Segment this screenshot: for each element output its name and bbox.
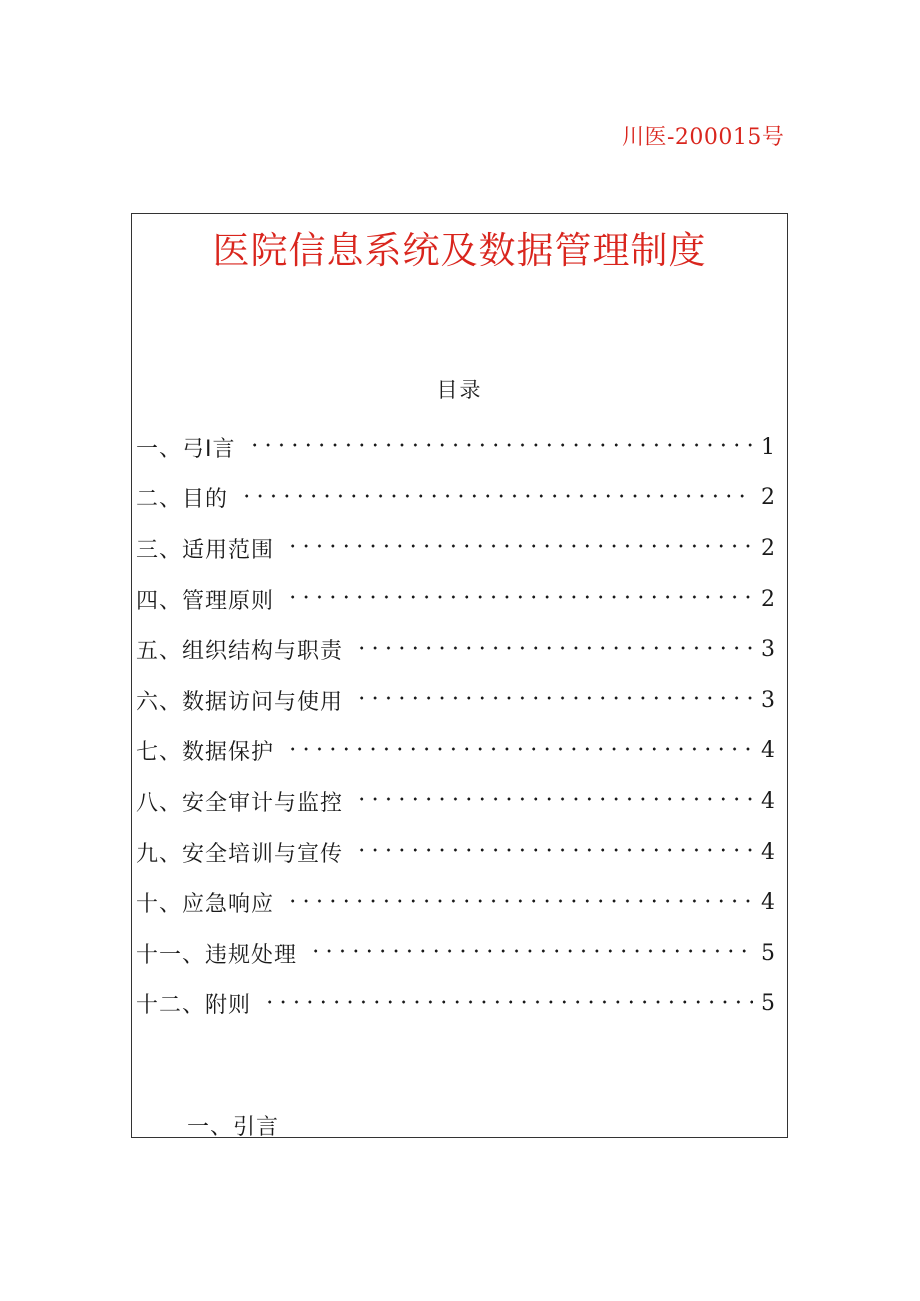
toc-item-page-number: 5 bbox=[761, 940, 775, 966]
toc-dot-leader bbox=[355, 791, 753, 811]
toc-item-page-number: 2 bbox=[761, 485, 775, 511]
toc-dot-leader bbox=[355, 690, 753, 710]
document-title: 医院信息系统及数据管理制度 bbox=[212, 229, 707, 272]
toc-item-label: 三、适用范围 bbox=[136, 537, 275, 563]
toc-item[interactable] bbox=[136, 776, 775, 827]
toc-dot-leader bbox=[286, 741, 753, 761]
toc-dot-leader bbox=[248, 437, 754, 457]
toc-dot-leader bbox=[240, 488, 753, 508]
toc-item-page-number: 2 bbox=[761, 586, 775, 612]
toc-dot-leader bbox=[286, 893, 753, 913]
toc-item-label: 四、管理原则 bbox=[136, 588, 275, 614]
toc-dot-leader bbox=[263, 994, 753, 1014]
toc-item[interactable] bbox=[136, 473, 775, 524]
toc-item-label: 七、数据保护 bbox=[136, 740, 275, 766]
toc-item-page-number: 5 bbox=[761, 991, 775, 1017]
toc-item-label: 十二、附则 bbox=[136, 993, 252, 1019]
toc-item-page-number: 3 bbox=[761, 637, 775, 663]
toc-item[interactable] bbox=[136, 624, 775, 675]
toc-item-page-number: 3 bbox=[761, 687, 775, 713]
toc-item-page-number: 2 bbox=[761, 535, 775, 561]
toc-dot-leader bbox=[286, 589, 753, 609]
toc-item[interactable] bbox=[136, 726, 775, 777]
toc-item-label: 八、安全审计与监控 bbox=[136, 790, 344, 816]
toc-item-label: 一、弓I言 bbox=[136, 436, 236, 462]
toc-item-page-number: 4 bbox=[761, 839, 775, 865]
toc-heading: 目录 bbox=[436, 378, 483, 402]
toc-item-label: 十、应急响应 bbox=[136, 892, 275, 918]
toc-dot-leader bbox=[286, 538, 753, 558]
toc-item[interactable] bbox=[136, 523, 775, 574]
toc-item[interactable] bbox=[136, 928, 775, 979]
document-number: 川医-200015号 bbox=[622, 125, 785, 150]
toc-item-label: 五、组织结构与职责 bbox=[136, 639, 344, 665]
toc-item-page-number: 4 bbox=[761, 890, 775, 916]
toc-item-label: 六、数据访问与使用 bbox=[136, 689, 344, 715]
toc-item-label: 十一、违规处理 bbox=[136, 942, 298, 968]
toc-item[interactable] bbox=[136, 979, 775, 1030]
toc-item[interactable] bbox=[136, 827, 775, 878]
toc-item-label: 二、目的 bbox=[136, 487, 229, 513]
section-heading-introduction: 一、引言 bbox=[187, 1115, 280, 1140]
toc-dot-leader bbox=[309, 943, 753, 963]
toc-item[interactable] bbox=[136, 877, 775, 928]
toc-dot-leader bbox=[355, 640, 753, 660]
toc-dot-leader bbox=[355, 842, 753, 862]
table-of-contents bbox=[136, 422, 775, 1029]
toc-item-page-number: 4 bbox=[761, 738, 775, 764]
toc-item-page-number: 4 bbox=[761, 788, 775, 814]
toc-item[interactable] bbox=[136, 574, 775, 625]
toc-item[interactable] bbox=[136, 675, 775, 726]
toc-item-label: 九、安全培训与宣传 bbox=[136, 841, 344, 867]
document-frame bbox=[131, 213, 788, 1138]
toc-item-page-number: 1 bbox=[761, 434, 775, 460]
toc-item[interactable] bbox=[136, 422, 775, 473]
